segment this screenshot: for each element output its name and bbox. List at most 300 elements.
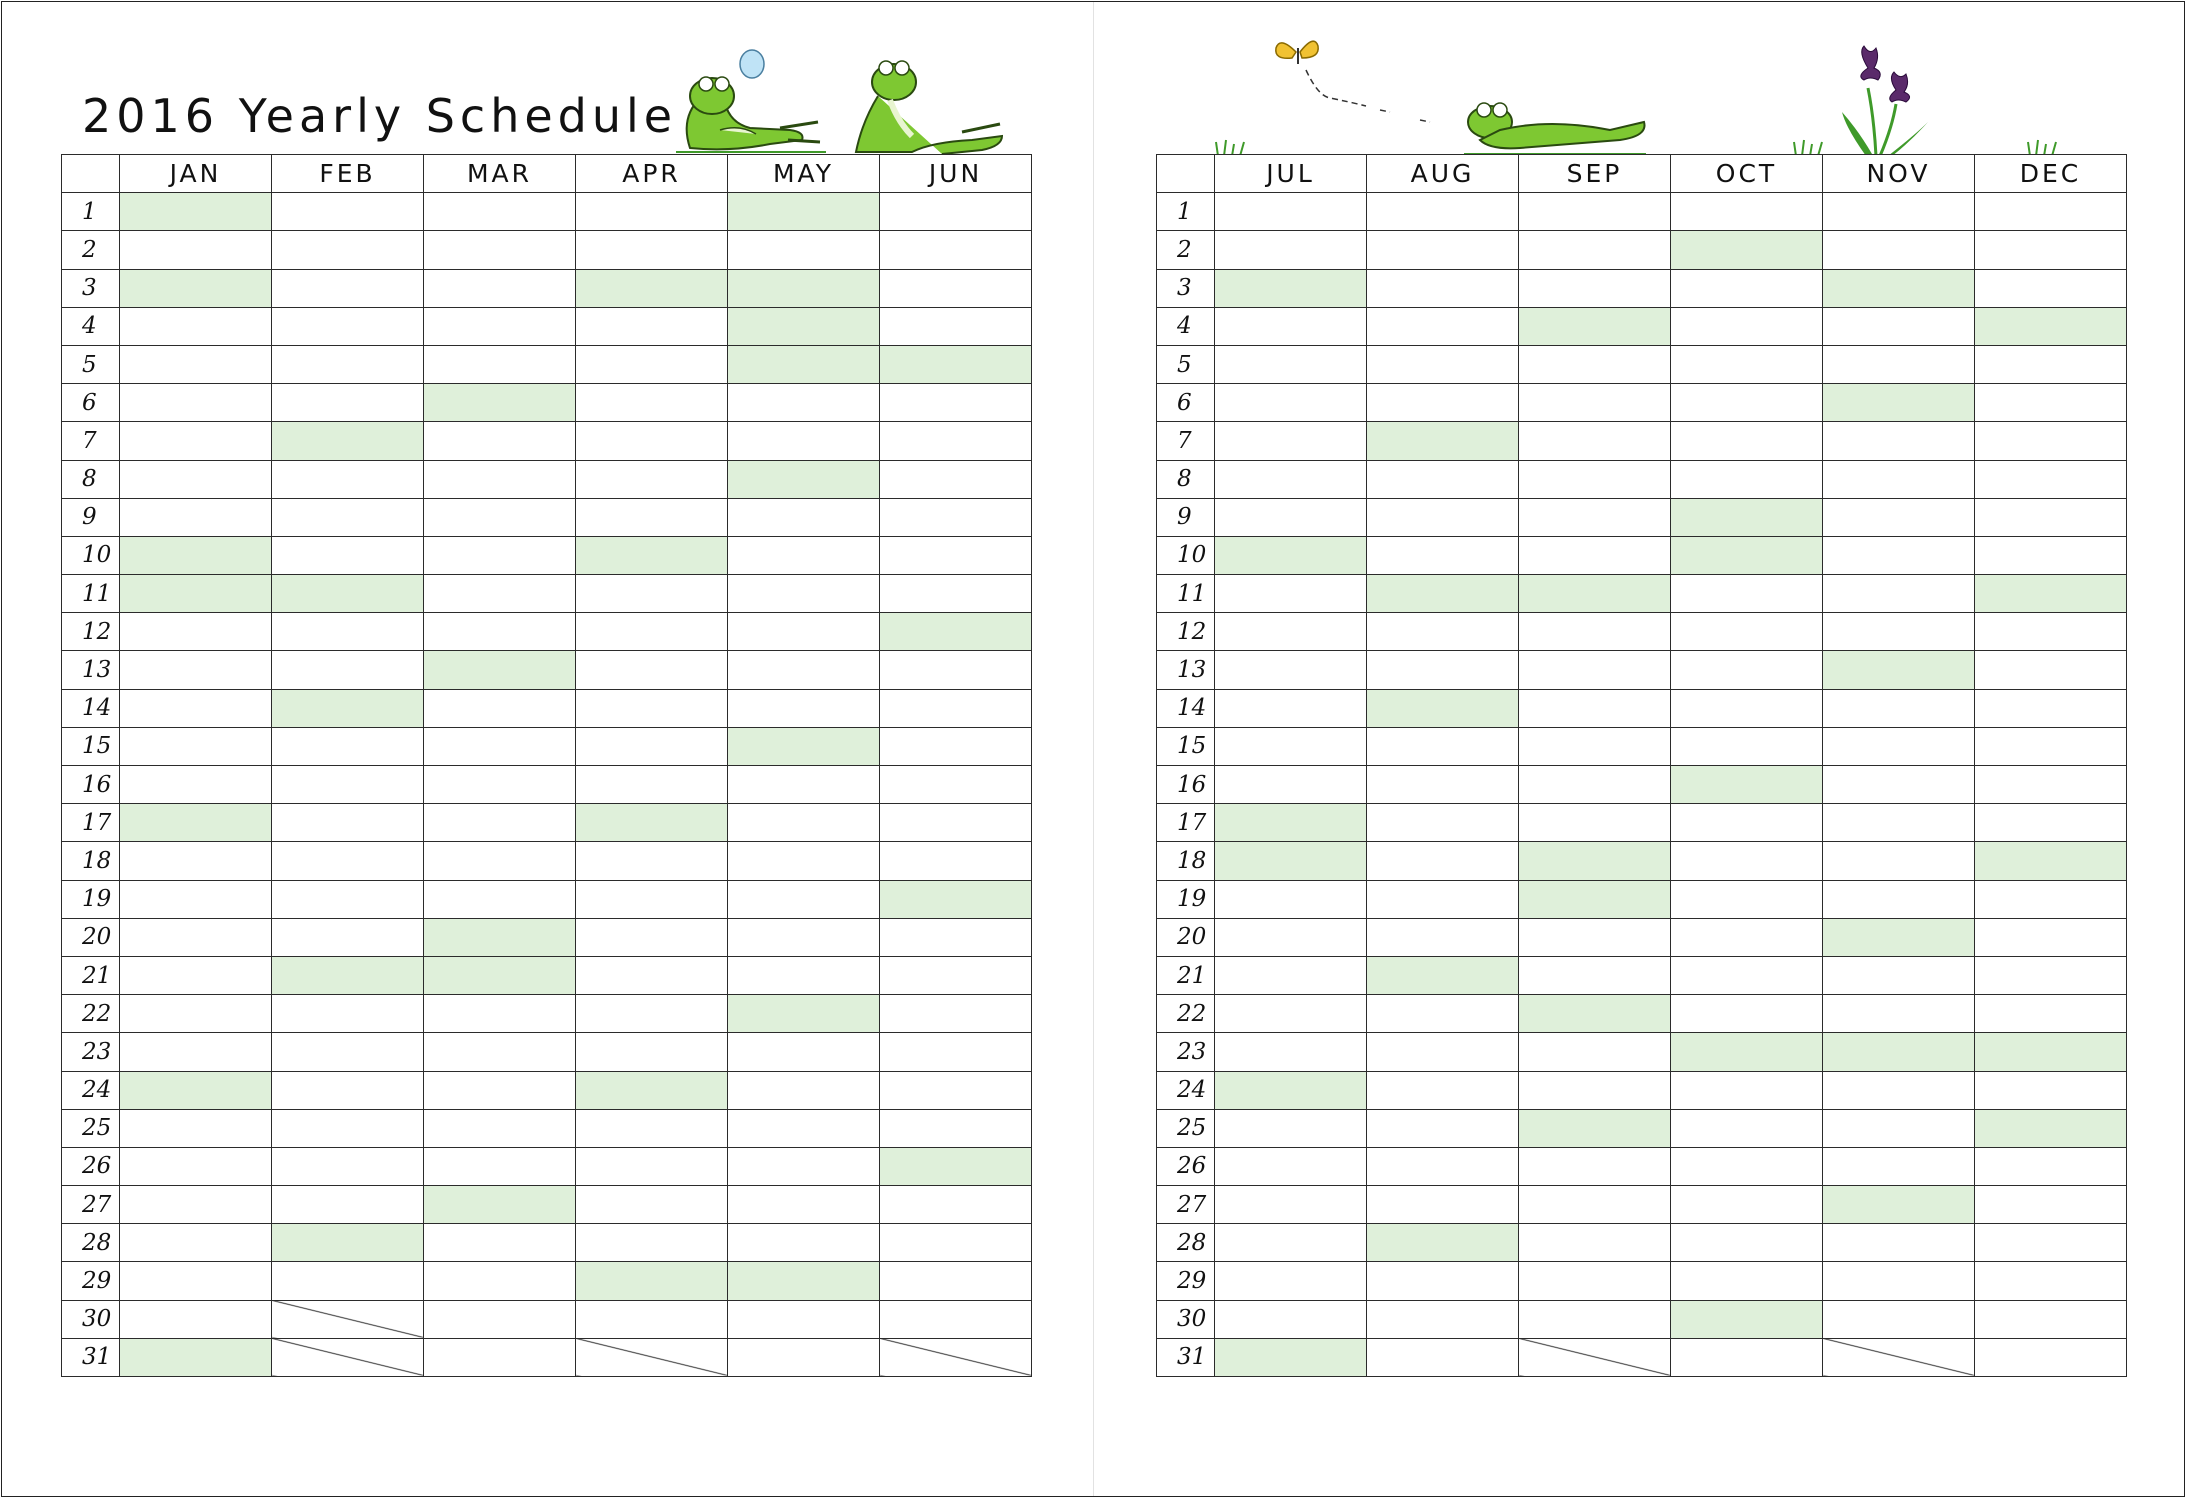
day-cell-jan[interactable]: [120, 1186, 272, 1224]
day-cell-apr[interactable]: [576, 880, 728, 918]
day-cell-mar[interactable]: [424, 1262, 576, 1300]
day-cell-jul[interactable]: [1215, 307, 1367, 345]
day-cell-nov[interactable]: [1823, 766, 1975, 804]
day-cell-aug[interactable]: [1367, 1147, 1519, 1185]
day-cell-oct[interactable]: [1671, 422, 1823, 460]
day-cell-oct[interactable]: [1671, 651, 1823, 689]
day-cell-may[interactable]: [728, 956, 880, 994]
day-cell-oct[interactable]: [1671, 918, 1823, 956]
day-cell-may[interactable]: [728, 498, 880, 536]
day-cell-sep[interactable]: [1519, 193, 1671, 231]
day-cell-nov[interactable]: [1823, 1262, 1975, 1300]
day-cell-mar[interactable]: [424, 804, 576, 842]
day-cell-feb[interactable]: [272, 1147, 424, 1185]
day-cell-dec[interactable]: [1975, 1033, 2127, 1071]
day-cell-apr[interactable]: [576, 269, 728, 307]
day-cell-jul[interactable]: [1215, 1262, 1367, 1300]
day-cell-may[interactable]: [728, 766, 880, 804]
day-cell-may[interactable]: [728, 460, 880, 498]
day-cell-sep[interactable]: [1519, 804, 1671, 842]
day-cell-jan[interactable]: [120, 269, 272, 307]
day-cell-jan[interactable]: [120, 804, 272, 842]
day-cell-jun[interactable]: [880, 727, 1032, 765]
day-cell-jun[interactable]: [880, 995, 1032, 1033]
day-cell-nov[interactable]: [1823, 995, 1975, 1033]
day-cell-apr[interactable]: [576, 345, 728, 383]
day-cell-jul[interactable]: [1215, 575, 1367, 613]
day-cell-mar[interactable]: [424, 307, 576, 345]
day-cell-nov[interactable]: [1823, 918, 1975, 956]
day-cell-oct[interactable]: [1671, 1071, 1823, 1109]
day-cell-jan[interactable]: [120, 1071, 272, 1109]
day-cell-feb[interactable]: [272, 1262, 424, 1300]
day-cell-sep[interactable]: [1519, 575, 1671, 613]
day-cell-feb[interactable]: [272, 269, 424, 307]
day-cell-jul[interactable]: [1215, 345, 1367, 383]
day-cell-nov[interactable]: [1823, 536, 1975, 574]
day-cell-oct[interactable]: [1671, 231, 1823, 269]
day-cell-mar[interactable]: [424, 1224, 576, 1262]
day-cell-jul[interactable]: [1215, 269, 1367, 307]
day-cell-jun[interactable]: [880, 613, 1032, 651]
day-cell-nov[interactable]: [1823, 842, 1975, 880]
day-cell-dec[interactable]: [1975, 1262, 2127, 1300]
day-cell-mar[interactable]: [424, 1300, 576, 1338]
day-cell-dec[interactable]: [1975, 804, 2127, 842]
day-cell-oct[interactable]: [1671, 880, 1823, 918]
day-cell-oct[interactable]: [1671, 804, 1823, 842]
day-cell-sep[interactable]: [1519, 1262, 1671, 1300]
day-cell-apr[interactable]: [576, 536, 728, 574]
day-cell-jan[interactable]: [120, 575, 272, 613]
day-cell-jul[interactable]: [1215, 1109, 1367, 1147]
day-cell-jul[interactable]: [1215, 613, 1367, 651]
day-cell-sep[interactable]: [1519, 1147, 1671, 1185]
day-cell-may[interactable]: [728, 804, 880, 842]
day-cell-apr[interactable]: [576, 689, 728, 727]
day-cell-sep[interactable]: [1519, 880, 1671, 918]
day-cell-dec[interactable]: [1975, 651, 2127, 689]
day-cell-may[interactable]: [728, 1186, 880, 1224]
day-cell-jul[interactable]: [1215, 460, 1367, 498]
day-cell-jan[interactable]: [120, 766, 272, 804]
day-cell-may[interactable]: [728, 575, 880, 613]
day-cell-feb[interactable]: [272, 727, 424, 765]
day-cell-sep[interactable]: [1519, 345, 1671, 383]
day-cell-aug[interactable]: [1367, 766, 1519, 804]
day-cell-mar[interactable]: [424, 422, 576, 460]
day-cell-sep[interactable]: [1519, 1224, 1671, 1262]
day-cell-jan[interactable]: [120, 1338, 272, 1376]
day-cell-jul[interactable]: [1215, 1071, 1367, 1109]
day-cell-jan[interactable]: [120, 536, 272, 574]
day-cell-sep[interactable]: [1519, 1300, 1671, 1338]
day-cell-mar[interactable]: [424, 460, 576, 498]
day-cell-sep[interactable]: [1519, 689, 1671, 727]
day-cell-apr[interactable]: [576, 460, 728, 498]
day-cell-jan[interactable]: [120, 422, 272, 460]
day-cell-jun[interactable]: [880, 956, 1032, 994]
day-cell-oct[interactable]: [1671, 1109, 1823, 1147]
day-cell-may[interactable]: [728, 918, 880, 956]
day-cell-sep[interactable]: [1519, 231, 1671, 269]
day-cell-jun[interactable]: [880, 651, 1032, 689]
day-cell-may[interactable]: [728, 422, 880, 460]
day-cell-nov[interactable]: [1823, 269, 1975, 307]
day-cell-sep[interactable]: [1519, 307, 1671, 345]
day-cell-jul[interactable]: [1215, 880, 1367, 918]
day-cell-feb[interactable]: [272, 880, 424, 918]
day-cell-aug[interactable]: [1367, 1338, 1519, 1376]
day-cell-dec[interactable]: [1975, 1071, 2127, 1109]
day-cell-sep[interactable]: [1519, 995, 1671, 1033]
day-cell-feb[interactable]: [272, 498, 424, 536]
day-cell-jun[interactable]: [880, 498, 1032, 536]
day-cell-mar[interactable]: [424, 918, 576, 956]
day-cell-oct[interactable]: [1671, 689, 1823, 727]
day-cell-aug[interactable]: [1367, 956, 1519, 994]
day-cell-feb[interactable]: [272, 651, 424, 689]
day-cell-feb[interactable]: [272, 613, 424, 651]
day-cell-jan[interactable]: [120, 842, 272, 880]
day-cell-aug[interactable]: [1367, 651, 1519, 689]
day-cell-jul[interactable]: [1215, 842, 1367, 880]
day-cell-oct[interactable]: [1671, 995, 1823, 1033]
day-cell-aug[interactable]: [1367, 727, 1519, 765]
day-cell-nov[interactable]: [1823, 1186, 1975, 1224]
day-cell-dec[interactable]: [1975, 422, 2127, 460]
day-cell-mar[interactable]: [424, 1109, 576, 1147]
day-cell-may[interactable]: [728, 1147, 880, 1185]
day-cell-apr[interactable]: [576, 1300, 728, 1338]
day-cell-jan[interactable]: [120, 880, 272, 918]
day-cell-oct[interactable]: [1671, 1033, 1823, 1071]
day-cell-jan[interactable]: [120, 231, 272, 269]
day-cell-jan[interactable]: [120, 995, 272, 1033]
day-cell-dec[interactable]: [1975, 536, 2127, 574]
day-cell-nov[interactable]: [1823, 651, 1975, 689]
day-cell-aug[interactable]: [1367, 1224, 1519, 1262]
day-cell-sep[interactable]: [1519, 422, 1671, 460]
day-cell-sep[interactable]: [1519, 613, 1671, 651]
day-cell-aug[interactable]: [1367, 498, 1519, 536]
day-cell-mar[interactable]: [424, 727, 576, 765]
day-cell-jun[interactable]: [880, 1147, 1032, 1185]
day-cell-apr[interactable]: [576, 193, 728, 231]
day-cell-may[interactable]: [728, 842, 880, 880]
day-cell-feb[interactable]: [272, 345, 424, 383]
day-cell-apr[interactable]: [576, 498, 728, 536]
day-cell-may[interactable]: [728, 345, 880, 383]
day-cell-sep[interactable]: [1519, 1033, 1671, 1071]
day-cell-jul[interactable]: [1215, 956, 1367, 994]
day-cell-jun[interactable]: [880, 307, 1032, 345]
day-cell-apr[interactable]: [576, 766, 728, 804]
day-cell-dec[interactable]: [1975, 498, 2127, 536]
day-cell-may[interactable]: [728, 1071, 880, 1109]
day-cell-dec[interactable]: [1975, 995, 2127, 1033]
day-cell-mar[interactable]: [424, 536, 576, 574]
day-cell-may[interactable]: [728, 880, 880, 918]
day-cell-jun[interactable]: [880, 1300, 1032, 1338]
day-cell-apr[interactable]: [576, 1262, 728, 1300]
day-cell-jan[interactable]: [120, 1109, 272, 1147]
day-cell-nov[interactable]: [1823, 345, 1975, 383]
day-cell-oct[interactable]: [1671, 269, 1823, 307]
day-cell-sep[interactable]: [1519, 269, 1671, 307]
day-cell-jun[interactable]: [880, 918, 1032, 956]
day-cell-may[interactable]: [728, 384, 880, 422]
day-cell-sep[interactable]: [1519, 956, 1671, 994]
day-cell-apr[interactable]: [576, 727, 728, 765]
day-cell-jan[interactable]: [120, 727, 272, 765]
day-cell-sep[interactable]: [1519, 842, 1671, 880]
day-cell-may[interactable]: [728, 689, 880, 727]
day-cell-nov[interactable]: [1823, 727, 1975, 765]
day-cell-apr[interactable]: [576, 842, 728, 880]
day-cell-mar[interactable]: [424, 575, 576, 613]
day-cell-jul[interactable]: [1215, 918, 1367, 956]
day-cell-oct[interactable]: [1671, 460, 1823, 498]
day-cell-jun[interactable]: [880, 1109, 1032, 1147]
day-cell-oct[interactable]: [1671, 727, 1823, 765]
day-cell-dec[interactable]: [1975, 307, 2127, 345]
day-cell-may[interactable]: [728, 1224, 880, 1262]
day-cell-feb[interactable]: [272, 422, 424, 460]
day-cell-jul[interactable]: [1215, 995, 1367, 1033]
day-cell-apr[interactable]: [576, 1147, 728, 1185]
day-cell-apr[interactable]: [576, 1071, 728, 1109]
day-cell-oct[interactable]: [1671, 1262, 1823, 1300]
day-cell-nov[interactable]: [1823, 193, 1975, 231]
day-cell-apr[interactable]: [576, 575, 728, 613]
day-cell-nov[interactable]: [1823, 1071, 1975, 1109]
day-cell-aug[interactable]: [1367, 689, 1519, 727]
day-cell-dec[interactable]: [1975, 269, 2127, 307]
day-cell-feb[interactable]: [272, 1071, 424, 1109]
day-cell-mar[interactable]: [424, 231, 576, 269]
day-cell-apr[interactable]: [576, 1033, 728, 1071]
day-cell-sep[interactable]: [1519, 918, 1671, 956]
day-cell-nov[interactable]: [1823, 956, 1975, 994]
day-cell-jun[interactable]: [880, 766, 1032, 804]
day-cell-oct[interactable]: [1671, 766, 1823, 804]
day-cell-mar[interactable]: [424, 1033, 576, 1071]
day-cell-jun[interactable]: [880, 804, 1032, 842]
day-cell-dec[interactable]: [1975, 1147, 2127, 1185]
day-cell-sep[interactable]: [1519, 536, 1671, 574]
day-cell-jan[interactable]: [120, 1300, 272, 1338]
day-cell-oct[interactable]: [1671, 307, 1823, 345]
day-cell-oct[interactable]: [1671, 193, 1823, 231]
day-cell-aug[interactable]: [1367, 995, 1519, 1033]
day-cell-may[interactable]: [728, 231, 880, 269]
day-cell-aug[interactable]: [1367, 307, 1519, 345]
day-cell-dec[interactable]: [1975, 1186, 2127, 1224]
day-cell-jan[interactable]: [120, 1262, 272, 1300]
day-cell-jul[interactable]: [1215, 689, 1367, 727]
day-cell-jul[interactable]: [1215, 766, 1367, 804]
day-cell-jul[interactable]: [1215, 498, 1367, 536]
day-cell-jul[interactable]: [1215, 384, 1367, 422]
day-cell-jun[interactable]: [880, 269, 1032, 307]
day-cell-may[interactable]: [728, 1300, 880, 1338]
day-cell-feb[interactable]: [272, 1186, 424, 1224]
day-cell-mar[interactable]: [424, 1071, 576, 1109]
day-cell-jul[interactable]: [1215, 422, 1367, 460]
day-cell-may[interactable]: [728, 651, 880, 689]
day-cell-feb[interactable]: [272, 804, 424, 842]
day-cell-aug[interactable]: [1367, 804, 1519, 842]
day-cell-may[interactable]: [728, 995, 880, 1033]
day-cell-jun[interactable]: [880, 1224, 1032, 1262]
day-cell-mar[interactable]: [424, 193, 576, 231]
day-cell-nov[interactable]: [1823, 613, 1975, 651]
day-cell-jun[interactable]: [880, 345, 1032, 383]
day-cell-aug[interactable]: [1367, 1033, 1519, 1071]
day-cell-jul[interactable]: [1215, 1033, 1367, 1071]
day-cell-aug[interactable]: [1367, 460, 1519, 498]
day-cell-jul[interactable]: [1215, 651, 1367, 689]
day-cell-feb[interactable]: [272, 1224, 424, 1262]
day-cell-jan[interactable]: [120, 1224, 272, 1262]
day-cell-oct[interactable]: [1671, 1338, 1823, 1376]
day-cell-oct[interactable]: [1671, 1147, 1823, 1185]
day-cell-nov[interactable]: [1823, 1147, 1975, 1185]
day-cell-feb[interactable]: [272, 460, 424, 498]
day-cell-mar[interactable]: [424, 1186, 576, 1224]
day-cell-feb[interactable]: [272, 575, 424, 613]
day-cell-nov[interactable]: [1823, 460, 1975, 498]
day-cell-jan[interactable]: [120, 460, 272, 498]
day-cell-sep[interactable]: [1519, 727, 1671, 765]
day-cell-dec[interactable]: [1975, 689, 2127, 727]
day-cell-apr[interactable]: [576, 422, 728, 460]
day-cell-apr[interactable]: [576, 307, 728, 345]
day-cell-mar[interactable]: [424, 689, 576, 727]
day-cell-jul[interactable]: [1215, 193, 1367, 231]
day-cell-may[interactable]: [728, 613, 880, 651]
day-cell-feb[interactable]: [272, 307, 424, 345]
day-cell-nov[interactable]: [1823, 1300, 1975, 1338]
day-cell-jan[interactable]: [120, 689, 272, 727]
day-cell-nov[interactable]: [1823, 880, 1975, 918]
day-cell-dec[interactable]: [1975, 613, 2127, 651]
day-cell-mar[interactable]: [424, 345, 576, 383]
day-cell-aug[interactable]: [1367, 345, 1519, 383]
day-cell-dec[interactable]: [1975, 1109, 2127, 1147]
day-cell-apr[interactable]: [576, 231, 728, 269]
day-cell-feb[interactable]: [272, 536, 424, 574]
day-cell-aug[interactable]: [1367, 575, 1519, 613]
day-cell-aug[interactable]: [1367, 1186, 1519, 1224]
day-cell-oct[interactable]: [1671, 384, 1823, 422]
day-cell-sep[interactable]: [1519, 460, 1671, 498]
day-cell-aug[interactable]: [1367, 1109, 1519, 1147]
day-cell-jun[interactable]: [880, 422, 1032, 460]
day-cell-dec[interactable]: [1975, 727, 2127, 765]
day-cell-mar[interactable]: [424, 269, 576, 307]
day-cell-oct[interactable]: [1671, 1224, 1823, 1262]
day-cell-jul[interactable]: [1215, 1186, 1367, 1224]
day-cell-sep[interactable]: [1519, 766, 1671, 804]
day-cell-jan[interactable]: [120, 613, 272, 651]
day-cell-aug[interactable]: [1367, 193, 1519, 231]
day-cell-aug[interactable]: [1367, 842, 1519, 880]
day-cell-jun[interactable]: [880, 1071, 1032, 1109]
day-cell-mar[interactable]: [424, 766, 576, 804]
day-cell-aug[interactable]: [1367, 231, 1519, 269]
day-cell-jun[interactable]: [880, 384, 1032, 422]
day-cell-mar[interactable]: [424, 842, 576, 880]
day-cell-dec[interactable]: [1975, 880, 2127, 918]
day-cell-sep[interactable]: [1519, 1186, 1671, 1224]
day-cell-may[interactable]: [728, 1033, 880, 1071]
day-cell-apr[interactable]: [576, 613, 728, 651]
day-cell-oct[interactable]: [1671, 1186, 1823, 1224]
day-cell-sep[interactable]: [1519, 651, 1671, 689]
day-cell-feb[interactable]: [272, 193, 424, 231]
day-cell-jun[interactable]: [880, 231, 1032, 269]
day-cell-dec[interactable]: [1975, 345, 2127, 383]
day-cell-oct[interactable]: [1671, 575, 1823, 613]
day-cell-sep[interactable]: [1519, 1071, 1671, 1109]
day-cell-jul[interactable]: [1215, 536, 1367, 574]
day-cell-apr[interactable]: [576, 384, 728, 422]
day-cell-mar[interactable]: [424, 1338, 576, 1376]
day-cell-jun[interactable]: [880, 575, 1032, 613]
day-cell-jan[interactable]: [120, 1033, 272, 1071]
day-cell-jan[interactable]: [120, 345, 272, 383]
day-cell-nov[interactable]: [1823, 422, 1975, 460]
day-cell-mar[interactable]: [424, 384, 576, 422]
day-cell-feb[interactable]: [272, 689, 424, 727]
day-cell-dec[interactable]: [1975, 1300, 2127, 1338]
day-cell-feb[interactable]: [272, 766, 424, 804]
day-cell-may[interactable]: [728, 1338, 880, 1376]
day-cell-mar[interactable]: [424, 880, 576, 918]
day-cell-jul[interactable]: [1215, 1300, 1367, 1338]
day-cell-feb[interactable]: [272, 956, 424, 994]
day-cell-oct[interactable]: [1671, 842, 1823, 880]
day-cell-mar[interactable]: [424, 995, 576, 1033]
day-cell-apr[interactable]: [576, 1224, 728, 1262]
day-cell-jun[interactable]: [880, 880, 1032, 918]
day-cell-aug[interactable]: [1367, 269, 1519, 307]
day-cell-nov[interactable]: [1823, 498, 1975, 536]
day-cell-dec[interactable]: [1975, 918, 2127, 956]
day-cell-jun[interactable]: [880, 689, 1032, 727]
day-cell-apr[interactable]: [576, 651, 728, 689]
day-cell-dec[interactable]: [1975, 384, 2127, 422]
day-cell-apr[interactable]: [576, 995, 728, 1033]
day-cell-dec[interactable]: [1975, 1224, 2127, 1262]
day-cell-may[interactable]: [728, 307, 880, 345]
day-cell-feb[interactable]: [272, 918, 424, 956]
day-cell-jul[interactable]: [1215, 727, 1367, 765]
day-cell-feb[interactable]: [272, 995, 424, 1033]
day-cell-oct[interactable]: [1671, 613, 1823, 651]
day-cell-nov[interactable]: [1823, 231, 1975, 269]
day-cell-nov[interactable]: [1823, 804, 1975, 842]
day-cell-nov[interactable]: [1823, 1109, 1975, 1147]
day-cell-aug[interactable]: [1367, 422, 1519, 460]
day-cell-sep[interactable]: [1519, 384, 1671, 422]
day-cell-feb[interactable]: [272, 384, 424, 422]
day-cell-jun[interactable]: [880, 1186, 1032, 1224]
day-cell-nov[interactable]: [1823, 307, 1975, 345]
day-cell-apr[interactable]: [576, 956, 728, 994]
